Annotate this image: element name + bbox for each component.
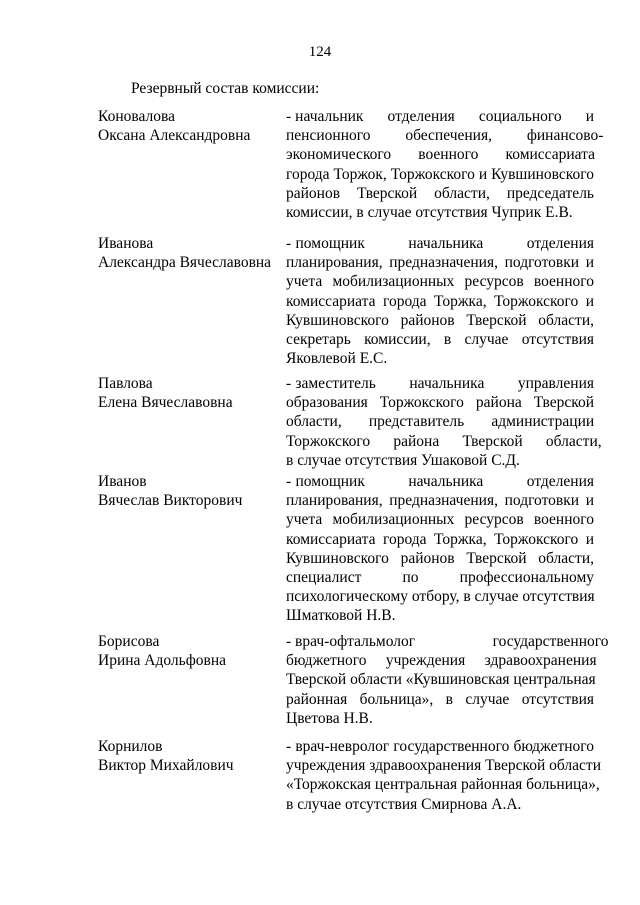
role-line: Тверской области «Кувшиновская центральная [286, 671, 596, 689]
role-line: Шматковой Н.В. [286, 607, 396, 625]
role-line: районов Тверской области, председатель [286, 184, 594, 202]
member-given-names: Елена Вячеславовна [98, 394, 233, 411]
member-surname: Коновалова [98, 108, 175, 125]
role-line: - заместитель начальника управления [286, 375, 594, 392]
role-line: Кувшиновского районов Тверской области, [286, 549, 594, 567]
member-name [98, 374, 278, 412]
role-line: комиссариата города Торжка, Торжокского и [286, 292, 594, 310]
role-line: Яковлевой Е.С. [286, 350, 388, 368]
role-line: экономического военного комиссариата [286, 146, 595, 164]
member-name [98, 234, 278, 272]
role-line: учета мобилизационных ресурсов военного [286, 511, 594, 529]
role-line: «Торжокская центральная районная больница», [286, 776, 600, 794]
member-role [286, 472, 594, 626]
role-line: комиссии, в случае отсутствия Чуприк Е.В. [286, 204, 573, 222]
role-line: - врач-невролог государственного бюджетного [286, 738, 594, 755]
member-name [98, 472, 278, 510]
role-line: бюджетного учреждения здравоохранения [286, 652, 597, 670]
member-surname: Корнилов [98, 738, 163, 755]
member-role [286, 632, 609, 728]
role-line: образования Торжокского района Тверской [286, 394, 594, 412]
member-surname: Борисова [98, 633, 160, 650]
role-line: пенсионного обеспечения, финансово- [286, 127, 604, 145]
role-line: секретарь комиссии, в случае отсутствия [286, 331, 594, 349]
role-line: планирования, предназначения, подготовки и [286, 254, 594, 272]
role-line: в случае отсутствия Ушаковой С.Д. [286, 451, 520, 469]
role-line: - помощник начальника отделения [286, 473, 594, 490]
role-line: - врач-офтальмолог государственного [286, 633, 609, 650]
member-name [98, 107, 278, 145]
role-line: учета мобилизационных ресурсов военного [286, 273, 594, 291]
role-line: Цветова Н.В. [286, 709, 373, 727]
member-given-names: Оксана Александровна [98, 127, 251, 144]
member-surname: Иванов [98, 473, 147, 490]
member-given-names: Ирина Адольфовна [98, 652, 227, 669]
role-line: Торжокского района Тверской области, [286, 432, 602, 450]
member-surname: Иванова [98, 235, 154, 252]
member-name [98, 632, 278, 670]
member-given-names: Вячеслав Викторович [98, 492, 243, 509]
member-role [286, 107, 604, 222]
role-line: специалист по профессиональному [286, 569, 594, 587]
role-line: в случае отсутствия Смирнова А.А. [286, 795, 522, 813]
role-line: Кувшиновского районов Тверской области, [286, 311, 594, 329]
role-line: - начальник отделения социального и [286, 108, 594, 125]
role-line: области, представитель администрации [286, 413, 595, 431]
member-given-names: Александра Вячеславовна [98, 254, 272, 271]
role-line: районная больница», в случае отсутствия [286, 690, 594, 708]
role-line: учреждения здравоохранения Тверской области [286, 757, 601, 775]
role-line: психологическому отбору, в случае отсутствия [286, 588, 595, 606]
page-number: 124 [308, 44, 332, 60]
member-surname: Павлова [98, 375, 153, 392]
member-given-names: Виктор Михайлович [98, 757, 234, 774]
member-role [286, 374, 602, 470]
role-line: - помощник начальника отделения [286, 235, 594, 252]
member-role [286, 234, 594, 368]
role-line: комиссариата города Торжка, Торжокского и [286, 530, 594, 548]
role-line: города Торжок, Торжокского и Кувшиновского [286, 165, 594, 183]
role-line: планирования, предназначения, подготовки и [286, 492, 594, 510]
member-name [98, 737, 278, 775]
member-role [286, 737, 601, 814]
section-title: Резервный состав комиссии: [131, 80, 320, 97]
